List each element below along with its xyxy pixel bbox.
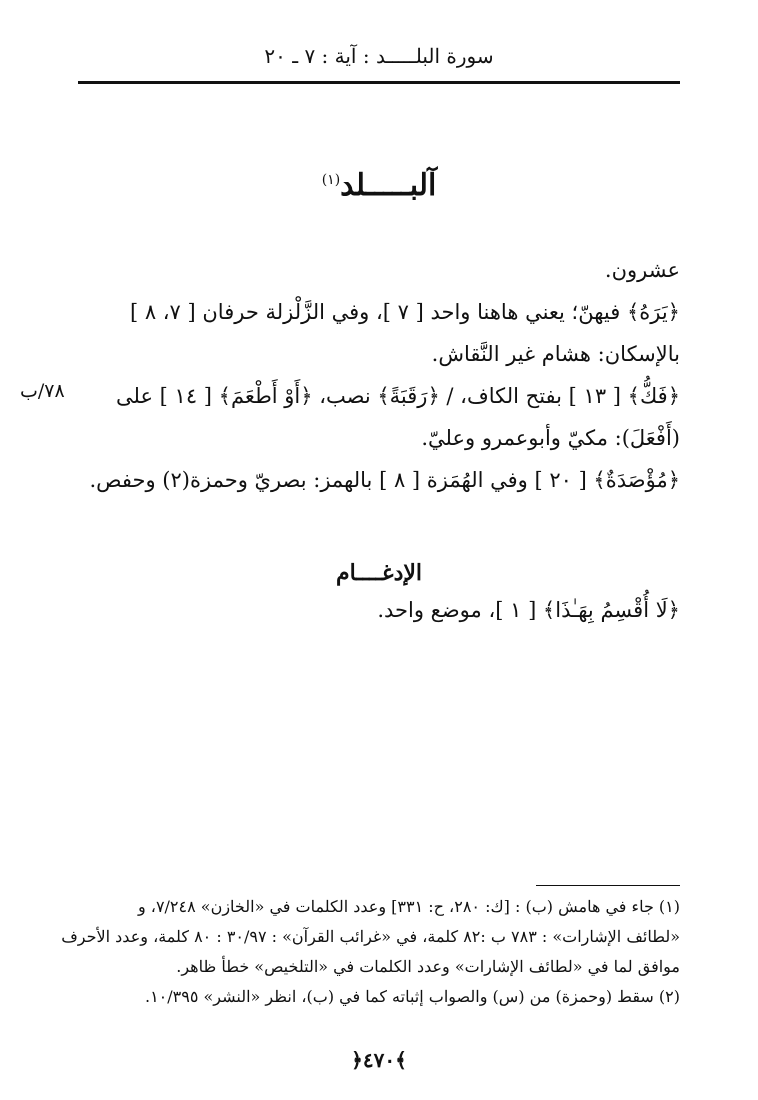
text-line: (أَفْعَلَ): مكيّ وأبوعمرو وعليّ. [421,426,680,450]
surah-title-text: آلبـــــلد [340,168,437,203]
text-line: ﴿لَا أُقْسِمُ بِهَـٰذَا﴾ [ ١ ]، موضع واحد. [377,598,680,622]
text-line: عشرون. [604,258,680,282]
text-line: ﴿مُؤْصَدَةٌ﴾ [ ٢٠ ] وفي الهُمَزة [ ٨ ] بالهمز: بصريّ وحمزة(٢) وحفص. [89,468,680,492]
surah-title-footnote-ref: (١) [321,172,341,188]
page-number: ﴿٤٧٠﴾ [351,1048,407,1072]
section-title: الإدغــــام [335,560,423,586]
footnote-line: (٢) سقط (وحمزة) من (س) والصواب إثباته كما في (ب)، انظر «النشر» ١٠/٣٩٥. [144,987,680,1006]
text-line: بالإسكان: هشام غير النَّقاش. [431,342,680,366]
running-head: سورة البلـــــد : آية : ٧ ـ ٢٠ [264,44,494,68]
header-rule [78,81,680,84]
footnote-line: موافق لما في «لطائف الإشارات» وعدد الكلمات في «التلخيص» خطأ ظاهر. [176,957,680,976]
surah-title [0,168,758,203]
text-line: ﴿فَكُّ﴾ [ ١٣ ] بفتح الكاف، / ﴿رَقَبَةً﴾ نصب، ﴿أَوْ أَطْعَمَ﴾ [ ١٤ ] على [116,384,680,408]
footnote-rule [536,885,680,886]
footnote-line: (١) جاء في هامش (ب) : [ك: ٢٨٠، ح: ٣٣١] وعدد الكلمات في «الخازن» ٧/٢٤٨، و [137,897,680,916]
footnote-line: «لطائف الإشارات» : ٧٨٣ ب :٨٢ كلمة، في «غرائب القرآن» : ٣٠/٩٧ : ٨٠ كلمة، وعدد الأحرف [61,927,680,946]
margin-folio-note: ٧٨/ب [20,380,65,402]
text-line: ﴿يَرَهُ﴾ فيهنّ؛ يعني هاهنا واحد [ ٧ ]، وفي الزَّلْزلة حرفان [ ٧، ٨ ] [129,300,680,324]
